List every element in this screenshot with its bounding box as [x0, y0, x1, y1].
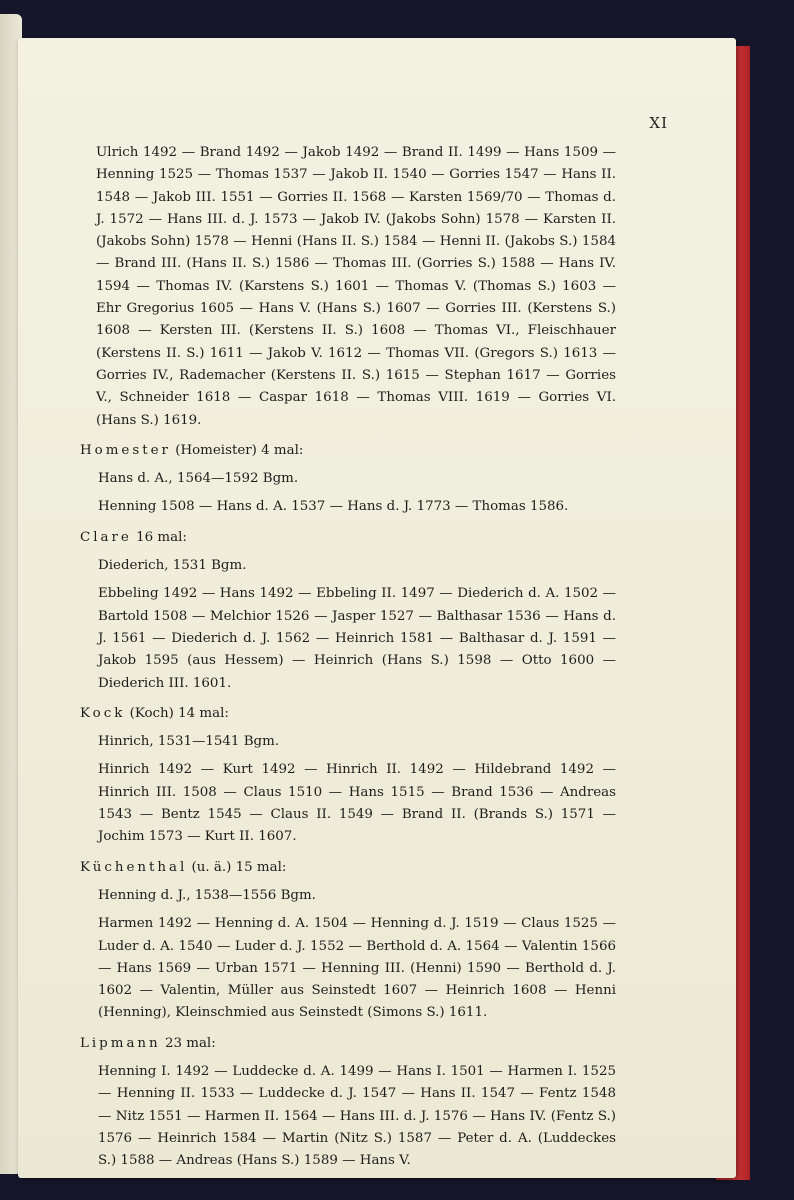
entry-note: 23 mal:	[164, 1035, 216, 1051]
entry-list: Hinrich 1492 — Kurt 1492 — Hinrich II. 1492 — Hildebrand 1492 — Hinrich III. 1508 — Claus 1510 — Hans 1515 — Brand 1536 — Andreas 1543 — Bentz 1545 — Claus II. 1549 — Brand II. (Brands S.) 1571 — Jochim 1573 — Kurt II. 1607.	[98, 762, 616, 845]
entry-note: (u. ä.) 15 mal:	[191, 859, 287, 875]
entry-lipmann	[76, 1033, 616, 1173]
entry-kock	[76, 703, 616, 849]
page-content	[76, 142, 616, 1172]
entry-list: Henning 1508 — Hans d. A. 1537 — Hans d. J. 1773 — Thomas 1586.	[98, 499, 569, 515]
entry-note: (Homeister) 4 mal:	[175, 442, 304, 458]
page-number: XI	[649, 114, 668, 132]
entry-note: 16 mal:	[136, 529, 187, 545]
entry-name: Kock	[80, 705, 126, 721]
continuation-list: Ulrich 1492 — Brand 1492 — Jakob 1492 — Brand II. 1499 — Hans 1509 — Henning 1525 — Thomas 1537 — Jakob II. 1540 — Gorries 1547 — Hans II. 1548 — Jakob III. 1551 — Gorries II. 1568 — Karsten 1569/70 — Thomas d. J. 1572 — Hans III. d. J. 1573 — Jakob IV. (Jakobs Sohn) 1578 — Karsten II. (Jakobs Sohn) 1578 — Henni (Hans II. S.) 1584 — Henni II. (Jakobs S.) 1584 — Brand III. (Hans II. S.) 1586 — Thomas III. (Gorries S.) 1588 — Hans IV. 1594 — Thomas IV. (Karstens S.) 1601 — Thomas V. (Thomas S.) 1603 — Ehr Gregorius 1605 — Hans V. (Hans S.) 1607 — Gorries III. (Kerstens S.) 1608 — Kersten III. (Kerstens II. S.) 1608 — Thomas VI., Fleischhauer (Kerstens II. S.) 1611 — Jakob V. 1612 — Thomas VII. (Gregors S.) 1613 — Gorries IV., Rademacher (Kerstens II. S.) 1615 — Stephan 1617 — Gorries V., Schneider 1618 — Caspar 1618 — Thomas VIII. 1619 — Gorries VI. (Hans S.) 1619.	[96, 145, 616, 428]
entry-note: (Koch) 14 mal:	[129, 705, 229, 721]
entry-name: Clare	[80, 529, 132, 545]
entry-kuechenthal	[76, 857, 616, 1025]
entry-list: Henning I. 1492 — Luddecke d. A. 1499 — Hans I. 1501 — Harmen I. 1525 — Henning II. 1533 — Luddecke d. J. 1547 — Hans II. 1547 — Fentz 1548 — Nitz 1551 — Harmen II. 1564 — Hans III. d. J. 1576 — Hans IV. (Fentz S.) 1576 — Heinrich 1584 — Martin (Nitz S.) 1587 — Peter d. A. (Luddeckes S.) 1588 — Andreas (Hans S.) 1589 — Hans V.	[98, 1063, 616, 1169]
entry-list: Ebbeling 1492 — Hans 1492 — Ebbeling II. 1497 — Diederich d. A. 1502 — Bartold 1508 — Melchior 1526 — Jasper 1527 — Balthasar 1536 — Hans d. J. 1561 — Diederich d. J. 1562 — Heinrich 1581 — Balthasar d. J. 1591 — Jakob 1595 (aus Hessem) — Heinrich (Hans S.) 1598 — Otto 1600 — Diederich III. 1601.	[98, 586, 616, 691]
entry-homester	[76, 440, 616, 519]
entry-name: Homester	[80, 442, 171, 458]
entry-mayor: Hinrich, 1531—1541 Bgm.	[98, 734, 280, 750]
entry-clare	[76, 527, 616, 695]
entry-name: Lipmann	[80, 1035, 161, 1051]
entry-mayor: Henning d. J., 1538—1556 Bgm.	[98, 887, 316, 903]
entry-list: Harmen 1492 — Henning d. A. 1504 — Henning d. J. 1519 — Claus 1525 — Luder d. A. 1540 — Luder d. J. 1552 — Berthold d. A. 1564 — Valentin 1566 — Hans 1569 — Urban 1571 — Henning III. (Henni) 1590 — Berthold d. J. 1602 — Valentin, Müller aus Seinstedt 1607 — Heinrich 1608 — Henni (Henning), Kleinschmied aus Seinstedt (Simons S.) 1611.	[98, 916, 616, 1021]
entry-mayor: Diederich, 1531 Bgm.	[98, 558, 247, 574]
entry-mayor: Hans d. A., 1564—1592 Bgm.	[98, 471, 299, 487]
entry-name: Küchenthal	[80, 859, 188, 875]
